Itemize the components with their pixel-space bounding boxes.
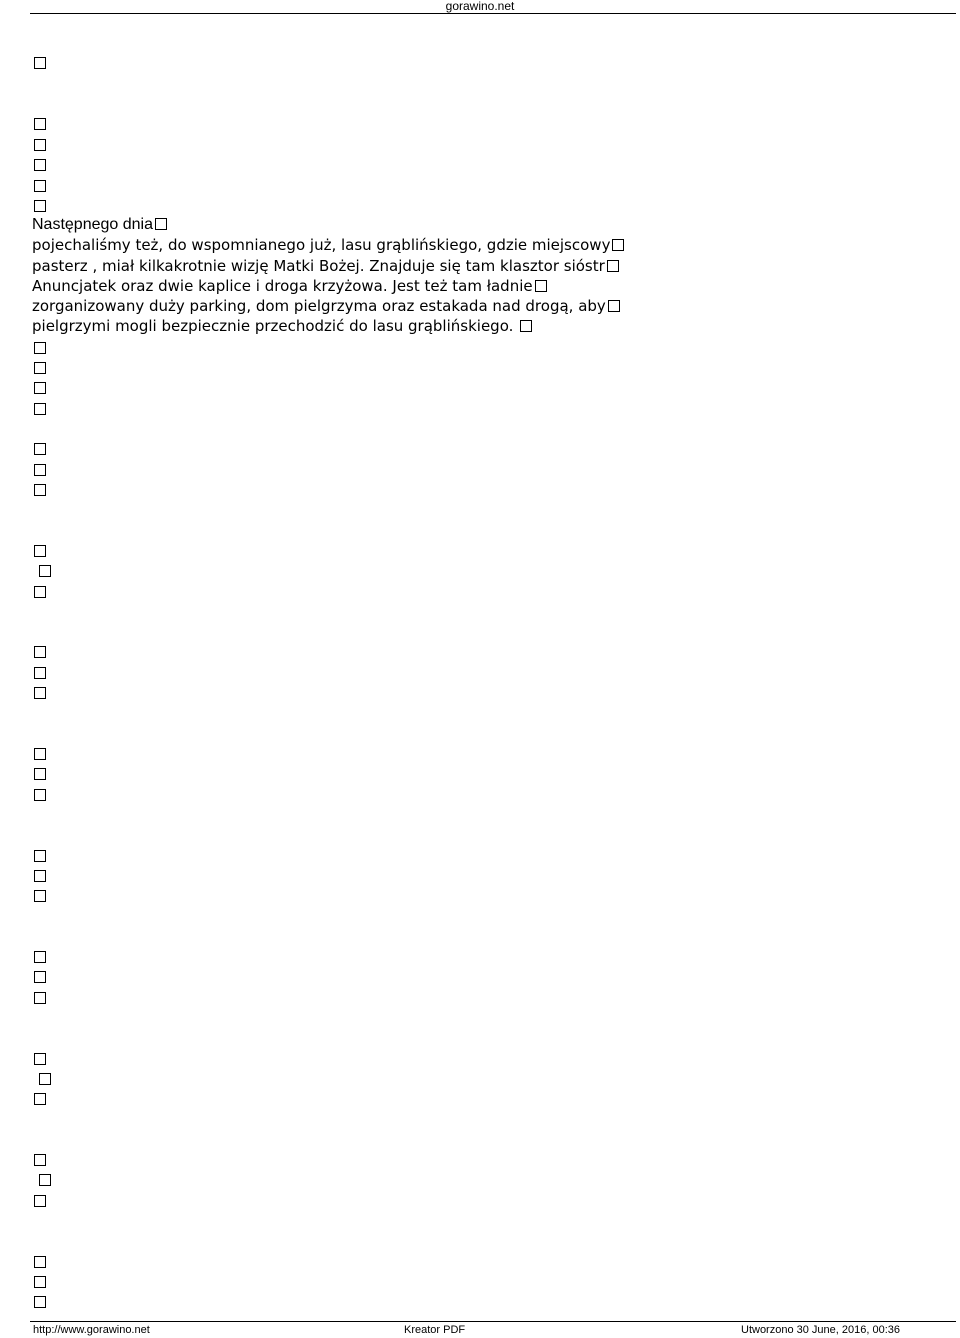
missing-glyph-box (34, 789, 46, 801)
missing-glyph-box (34, 342, 46, 354)
missing-glyph-box (34, 1276, 46, 1288)
article-line-4: Anuncjatek oraz dwie kaplice i droga krzyżowa. Jest też tam ładnie (32, 276, 533, 295)
missing-glyph-box (608, 300, 620, 312)
missing-glyph-box (520, 320, 532, 332)
footer-creator: Kreator PDF (404, 1324, 466, 1336)
missing-glyph-box (34, 992, 46, 1004)
missing-glyph-box (155, 218, 167, 230)
missing-glyph-box (34, 403, 46, 415)
missing-glyph-box (34, 1093, 46, 1105)
missing-glyph-box (34, 382, 46, 394)
article-paragraph (32, 215, 932, 337)
missing-glyph-box (34, 890, 46, 902)
article-line-2: pojechaliśmy też, do wspomnianego już, lasu grąblińskiego, gdzie miejscowy (32, 236, 611, 255)
missing-glyph-box (34, 667, 46, 679)
missing-glyph-box (535, 280, 547, 292)
missing-glyph-box (34, 971, 46, 983)
footer-url-link[interactable]: http://www.gorawino.net (33, 1324, 150, 1336)
missing-glyph-box (34, 687, 46, 699)
missing-glyph-box (34, 1296, 46, 1308)
missing-glyph-box (34, 951, 46, 963)
header-site-name: gorawino.net (445, 0, 515, 13)
missing-glyph-box (39, 565, 51, 577)
article-line-1: Następnego dnia (32, 216, 153, 233)
missing-glyph-box (39, 1073, 51, 1085)
missing-glyph-box (34, 118, 46, 130)
article-line-3: pasterz , miał kilkakrotnie wizję Matki Bożej. Znajduje się tam klasztor sióstr (32, 256, 605, 275)
missing-glyph-box (34, 362, 46, 374)
missing-glyph-box (34, 1154, 46, 1166)
missing-glyph-box (34, 139, 46, 151)
article-line-6: pielgrzymi mogli bezpiecznie przechodzić do lasu grąblińskiego. (32, 317, 519, 336)
missing-glyph-box (34, 1256, 46, 1268)
missing-glyph-box (34, 870, 46, 882)
missing-glyph-box (612, 239, 624, 251)
missing-glyph-box (34, 484, 46, 496)
header-rule (30, 13, 956, 14)
missing-glyph-box (34, 159, 46, 171)
missing-glyph-box (34, 200, 46, 212)
missing-glyph-box (34, 180, 46, 192)
missing-glyph-box (39, 1174, 51, 1186)
missing-glyph-box (34, 748, 46, 760)
missing-glyph-box (607, 260, 619, 272)
missing-glyph-box (34, 57, 46, 69)
missing-glyph-box (34, 1053, 46, 1065)
missing-glyph-box (34, 768, 46, 780)
article-line-5: zorganizowany duży parking, dom pielgrzyma oraz estakada nad drogą, aby (32, 297, 606, 316)
footer-rule (30, 1321, 956, 1322)
missing-glyph-box (34, 1195, 46, 1207)
missing-glyph-box (34, 850, 46, 862)
missing-glyph-box (34, 545, 46, 557)
missing-glyph-box (34, 443, 46, 455)
missing-glyph-box (34, 646, 46, 658)
footer-created-date: Utworzono 30 June, 2016, 00:36 (741, 1324, 901, 1336)
missing-glyph-box (34, 586, 46, 598)
missing-glyph-box (34, 464, 46, 476)
